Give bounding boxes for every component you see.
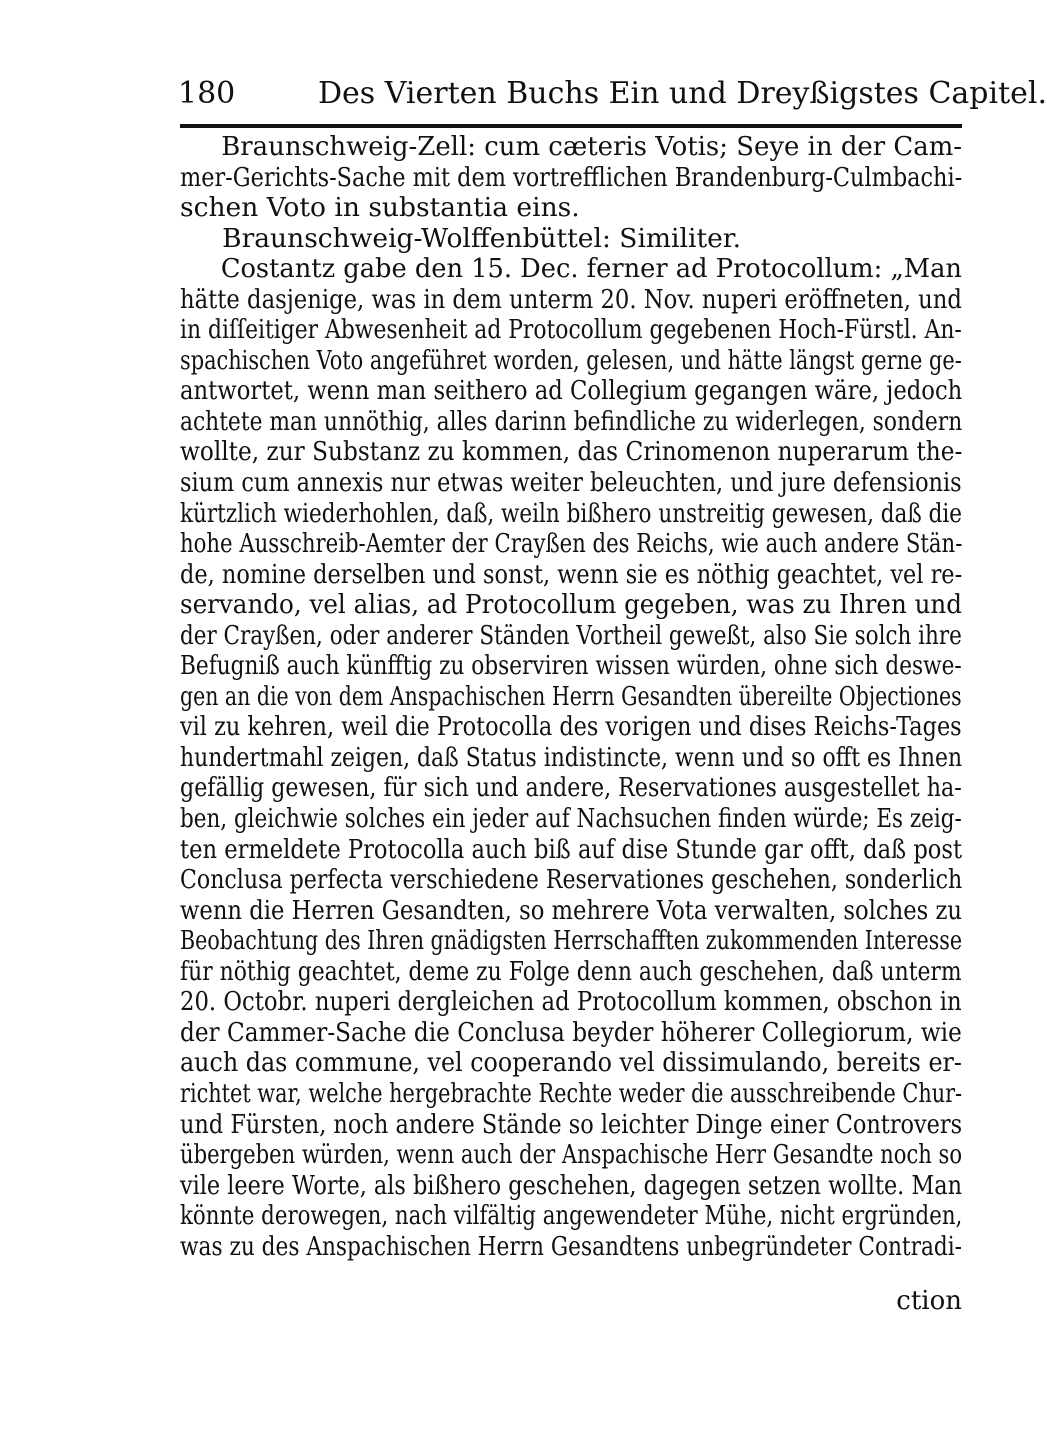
text-line: de, nomine derselben und sonst, wenn sie es nöthig geachtet, vel re- xyxy=(180,558,963,590)
text-line: gefällig gewesen, für sich und andere, Reservationes ausgestellet ha- xyxy=(180,772,962,804)
text-line: übergeben würden, wenn auch der Anspachische Herr Gesandte noch so xyxy=(180,1139,963,1171)
text-line: könnte derowegen, nach vilfältig angewendeter Mühe, nicht ergründen, xyxy=(180,1200,963,1232)
text-line: achtete man unnöthig, alles darinn befindliche zu widerlegen, sondern xyxy=(180,405,963,437)
text-line: vil zu kehren, weil die Protocolla des vorigen und dises Reichs-Tages xyxy=(180,711,962,743)
text-line: spachischen Voto angeführet worden, gelesen, und hätte längst gerne ge- xyxy=(180,344,962,376)
page-number: 180 xyxy=(178,76,236,111)
text-line: schen Voto in substantia eins. xyxy=(180,192,580,224)
text-line: hohe Ausschreib-Aemter der Crayßen des Reichs, wie auch andere Stän- xyxy=(180,528,963,560)
text-line: kürtzlich wiederhohlen, daß, weiln bißhero unstreitig gewesen, daß die xyxy=(180,497,962,529)
text-line: wollte, zur Substanz zu kommen, das Crinomenon nuperarum the- xyxy=(180,436,963,468)
header-rule xyxy=(180,124,962,128)
text-line: was zu des Anspachischen Herrn Gesandtens unbegründeter Contradi- xyxy=(180,1230,963,1262)
text-line: hätte dasjenige, was in dem unterm 20. Nov. nuperi eröffneten, und xyxy=(180,283,962,315)
text-line: sium cum annexis nur etwas weiter beleuchten, und jure defensionis xyxy=(180,467,962,499)
text-line: und Fürsten, noch andere Stände so leichter Dinge einer Controvers xyxy=(180,1108,963,1140)
text-line: Beobachtung des Ihren gnädigsten Herrschafften zukommenden Interesse xyxy=(180,925,963,957)
catchword: ction xyxy=(896,1286,962,1316)
text-line: mer-Gerichts-Sache mit dem vortrefflichen Brandenburg-Culmbachi- xyxy=(180,161,963,193)
text-line: Costantz gabe den 15. Dec. ferner ad Protocollum: „Man xyxy=(180,253,962,285)
text-line: Braunschweig-Wolffenbüttel: Similiter. xyxy=(180,222,741,254)
text-line: antwortet, wenn man seithero ad Collegium gegangen wäre, jedoch xyxy=(180,375,963,407)
text-line: ten ermeldete Protocolla auch biß auf dise Stunde gar offt, daß post xyxy=(180,833,963,865)
running-title: Des Vierten Buchs Ein und Dreyßigstes Capitel. xyxy=(318,76,1047,111)
text-line: auch das commune, vel cooperando vel dissimulando, bereits er- xyxy=(180,1047,962,1079)
text-line: der Crayßen, oder anderer Ständen Vortheil geweßt, also Sie solch ihre xyxy=(180,619,962,651)
body-text xyxy=(180,132,962,1262)
text-line: wenn die Herren Gesandten, so mehrere Vota verwalten, solches zu xyxy=(180,894,963,926)
text-line: ben, gleichwie solches ein jeder auf Nachsuchen finden würde; Es zeig- xyxy=(180,803,962,835)
page-header xyxy=(178,76,1047,116)
text-line: 20. Octobr. nuperi dergleichen ad Protocollum kommen, obschon in xyxy=(180,986,962,1018)
text-line: richtet war, welche hergebrachte Rechte weder die ausschreibende Chur- xyxy=(180,1077,963,1109)
text-line: servando, vel alias, ad Protocollum gegeben, was zu Ihren und xyxy=(180,589,962,621)
text-line: Braunschweig-Zell: cum cæteris Votis; Seye in der Cam- xyxy=(180,131,963,162)
text-line: vile leere Worte, als bißhero geschehen, dagegen setzen wollte. Man xyxy=(180,1169,962,1201)
text-line: für nöthig geachtet, deme zu Folge denn auch geschehen, daß unterm xyxy=(180,955,962,987)
text-line: in diſſeitiger Abwesenheit ad Protocollum gegebenen Hoch-Fürstl. An- xyxy=(180,314,962,346)
text-line: der Cammer-Sache die Conclusa beyder höherer Collegiorum, wie xyxy=(180,1016,962,1048)
text-line: Befugniß auch künfftig zu observiren wissen würden, ohne sich deswe- xyxy=(180,650,962,682)
text-line: gen an die von dem Anspachischen Herrn Gesandten übereilte Objectiones xyxy=(180,680,962,712)
text-line: Conclusa perfecta verschiedene Reservationes geschehen, sonderlich xyxy=(180,864,963,896)
text-line: hundertmahl zeigen, daß Status indistincte, wenn und so offt es Ihnen xyxy=(180,741,963,773)
